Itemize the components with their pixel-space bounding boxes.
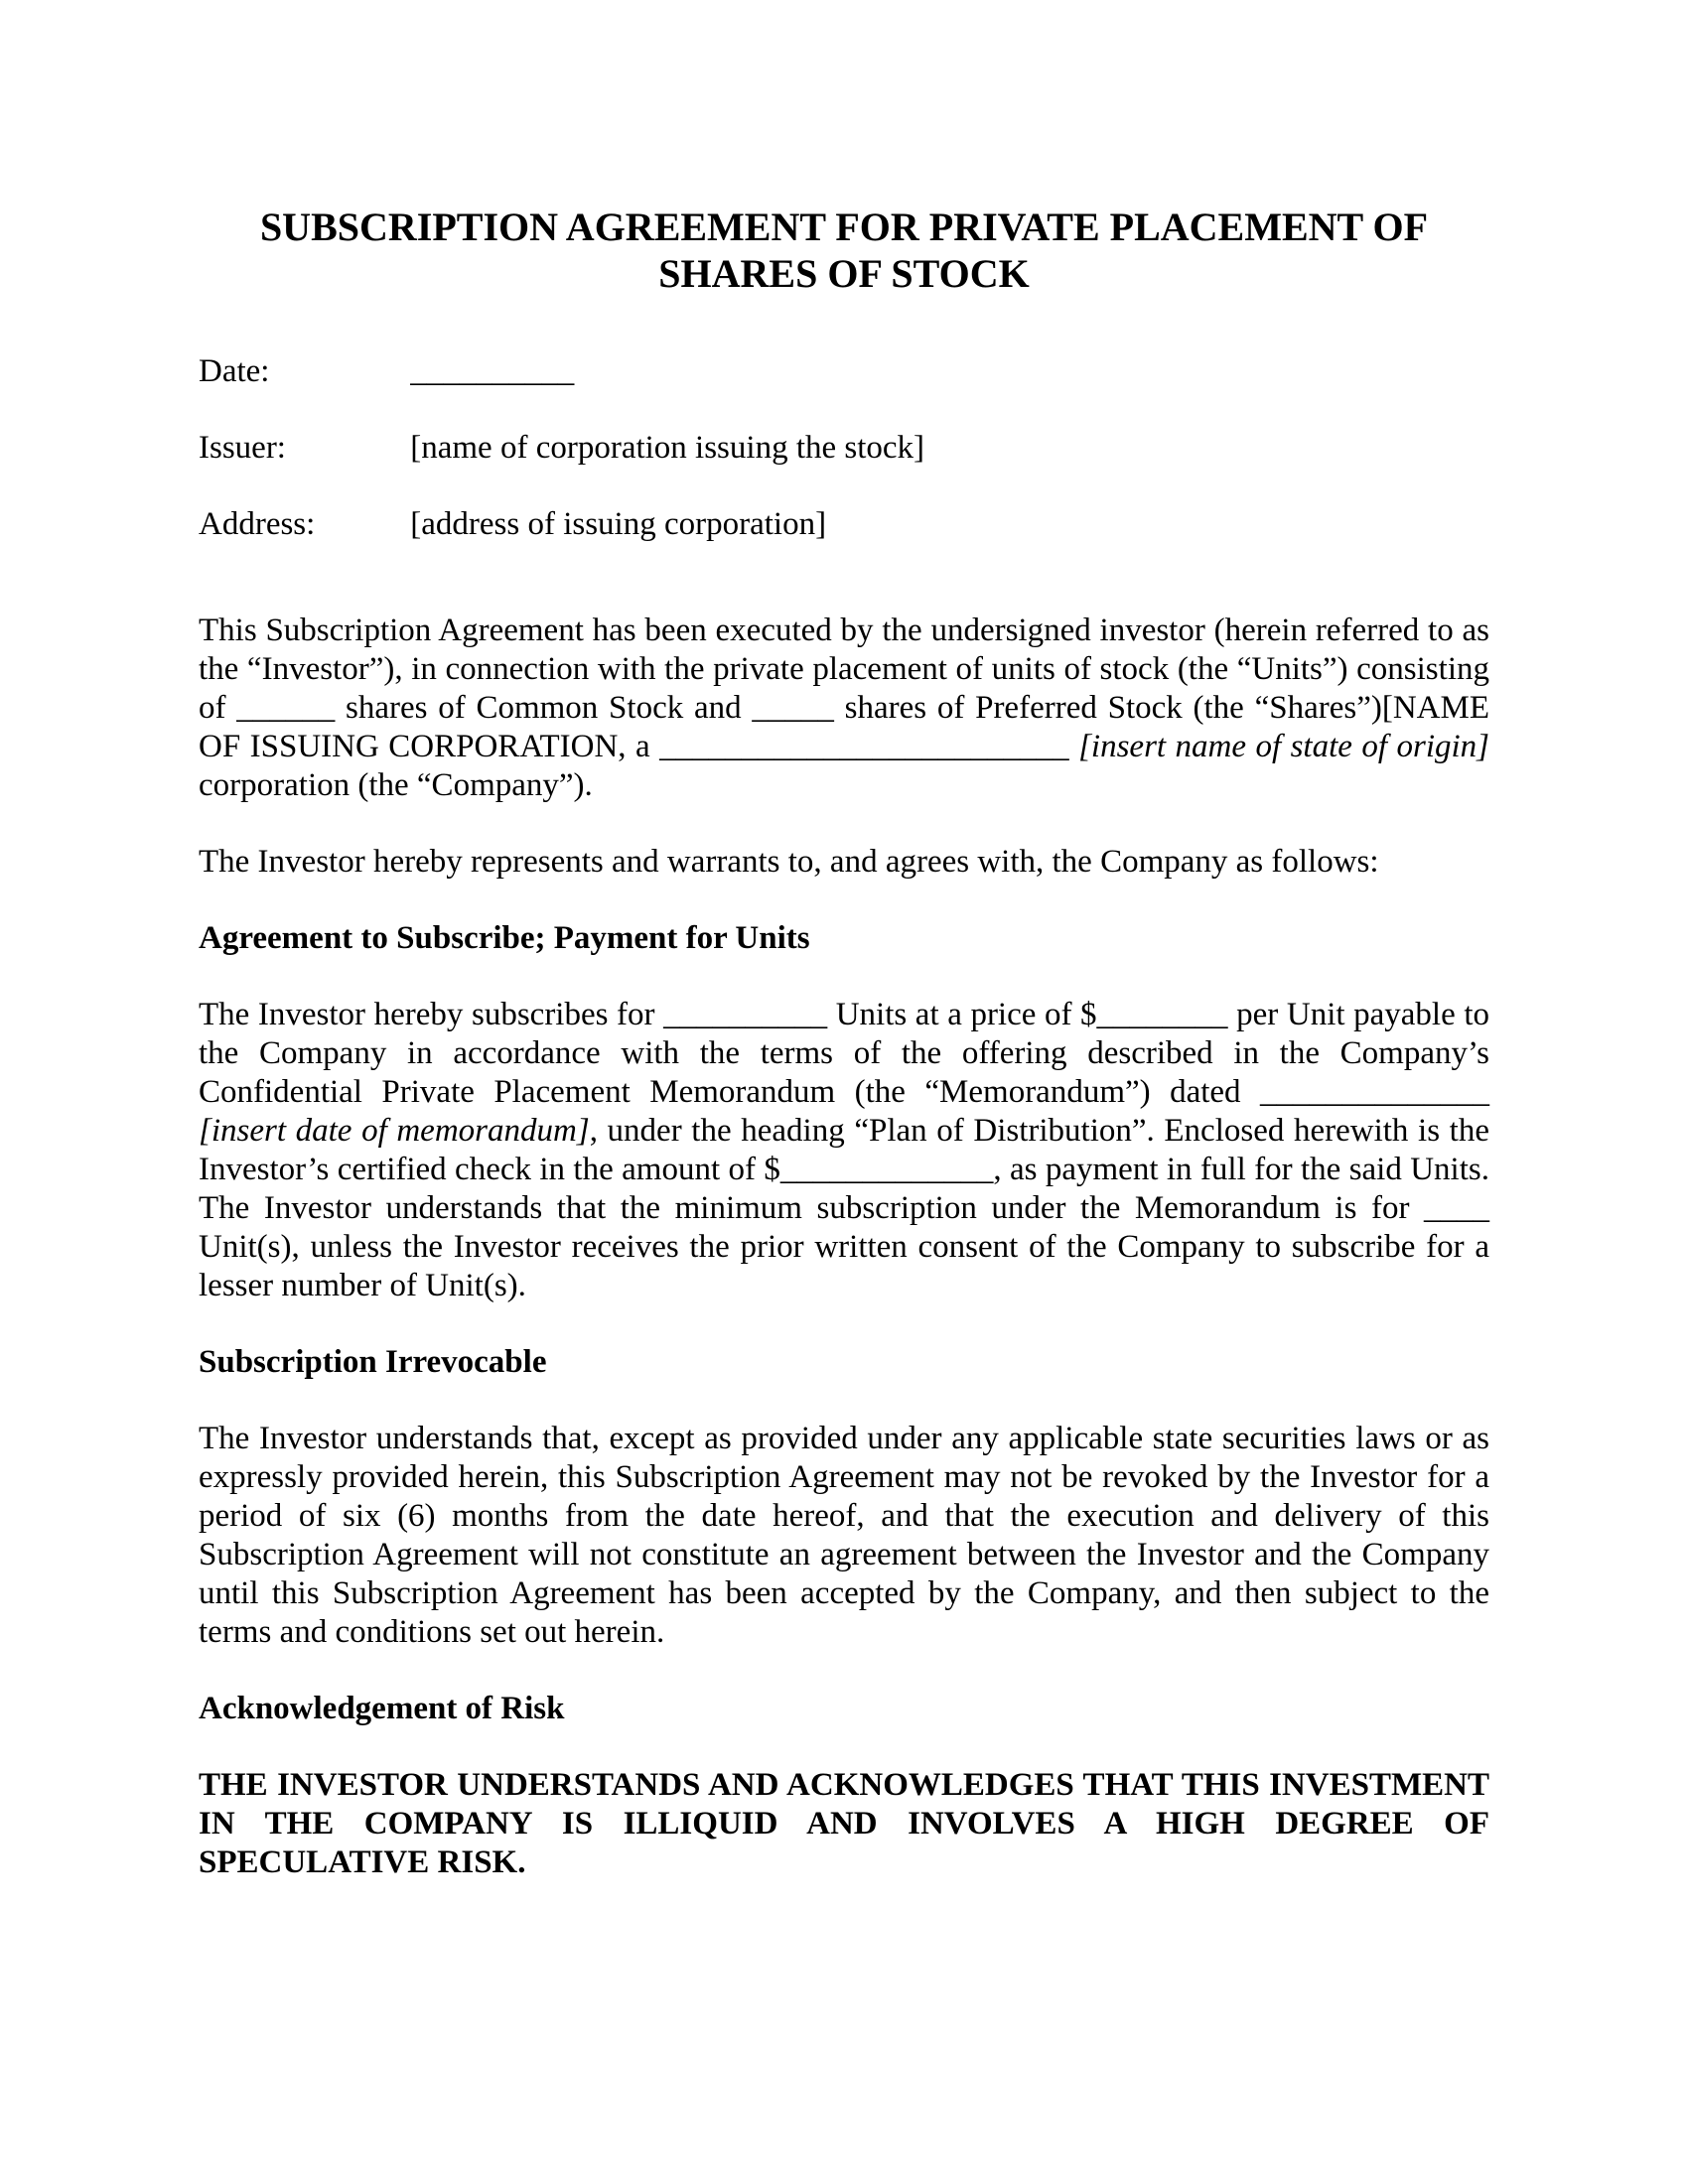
section-paragraph-acknowledgement-of-risk: THE INVESTOR UNDERSTANDS AND ACKNOWLEDGES THAT THIS INVESTMENT IN THE COMPANY IS ILLIQUID AND INVOLVES A HIGH DEGREE OF SPECULATIVE RISK. bbox=[199, 1767, 1489, 1880]
title-line-1: SUBSCRIPTION AGREEMENT FOR PRIVATE PLACEMENT OF bbox=[259, 205, 1429, 249]
field-row-issuer bbox=[199, 429, 1489, 468]
section-heading-agreement-to-subscribe: Agreement to Subscribe; Payment for Units bbox=[199, 920, 810, 956]
opening-paragraph: This Subscription Agreement has been executed by the undersigned investor (herein referred to as the “Investor”), in connection with the private placement of units of stock (the “Units”) consisting of ______ shares of Common Stock and _____ shares of Preferred Stock (the “Shares”)[NAME OF ISSUING CORPORATION, a _________________________ [insert name of state of origin] corporation (the “Company”). bbox=[199, 613, 1489, 803]
address-label: Address: bbox=[199, 506, 316, 542]
field-row-address bbox=[199, 505, 1489, 544]
date-label: Date: bbox=[199, 353, 270, 389]
field-row-date bbox=[199, 352, 1489, 391]
date-blank-line: __________ bbox=[410, 353, 575, 389]
address-value: [address of issuing corporation] bbox=[410, 506, 827, 542]
issuer-value: [name of corporation issuing the stock] bbox=[410, 430, 925, 466]
section-heading-acknowledgement-of-risk: Acknowledgement of Risk bbox=[199, 1691, 565, 1726]
section-paragraph-subscription-irrevocable: The Investor understands that, except as provided under any applicable state securities laws or as expressly provided herein, this Subscription Agreement may not be revoked by the Investor for a period of six (6) months from the date hereof, and that the execution and delivery of this Subscription Agreement will not constitute an agreement between the Investor and the Company until this Subscription Agreement has been accepted by the Company, and then subject to the terms and conditions set out herein. bbox=[199, 1421, 1489, 1650]
section-paragraph-agreement-to-subscribe: The Investor hereby subscribes for __________ Units at a price of $________ per Unit payable to the Company in accordance with the terms of the offering described in the Company’s Confidential Private Placement Memorandum (the “Memorandum”) dated ______________ [insert date of memorandum], under the heading “Plan of Distribution”. Enclosed herewith is the Investor’s certified check in the amount of $_____________, as payment in full for the said Units. The Investor understands that the minimum subscription under the Memorandum is for ____ Unit(s), unless the Investor receives the prior written consent of the Company to subscribe for a lesser number of Unit(s). bbox=[199, 997, 1489, 1303]
title-line-2: SHARES OF STOCK bbox=[658, 251, 1030, 296]
document-title bbox=[199, 204, 1489, 297]
intro-line: The Investor hereby represents and warrants to, and agrees with, the Company as follows: bbox=[199, 844, 1379, 880]
header-fields bbox=[199, 352, 1489, 544]
section-heading-subscription-irrevocable: Subscription Irrevocable bbox=[199, 1344, 547, 1380]
issuer-label: Issuer: bbox=[199, 430, 286, 466]
